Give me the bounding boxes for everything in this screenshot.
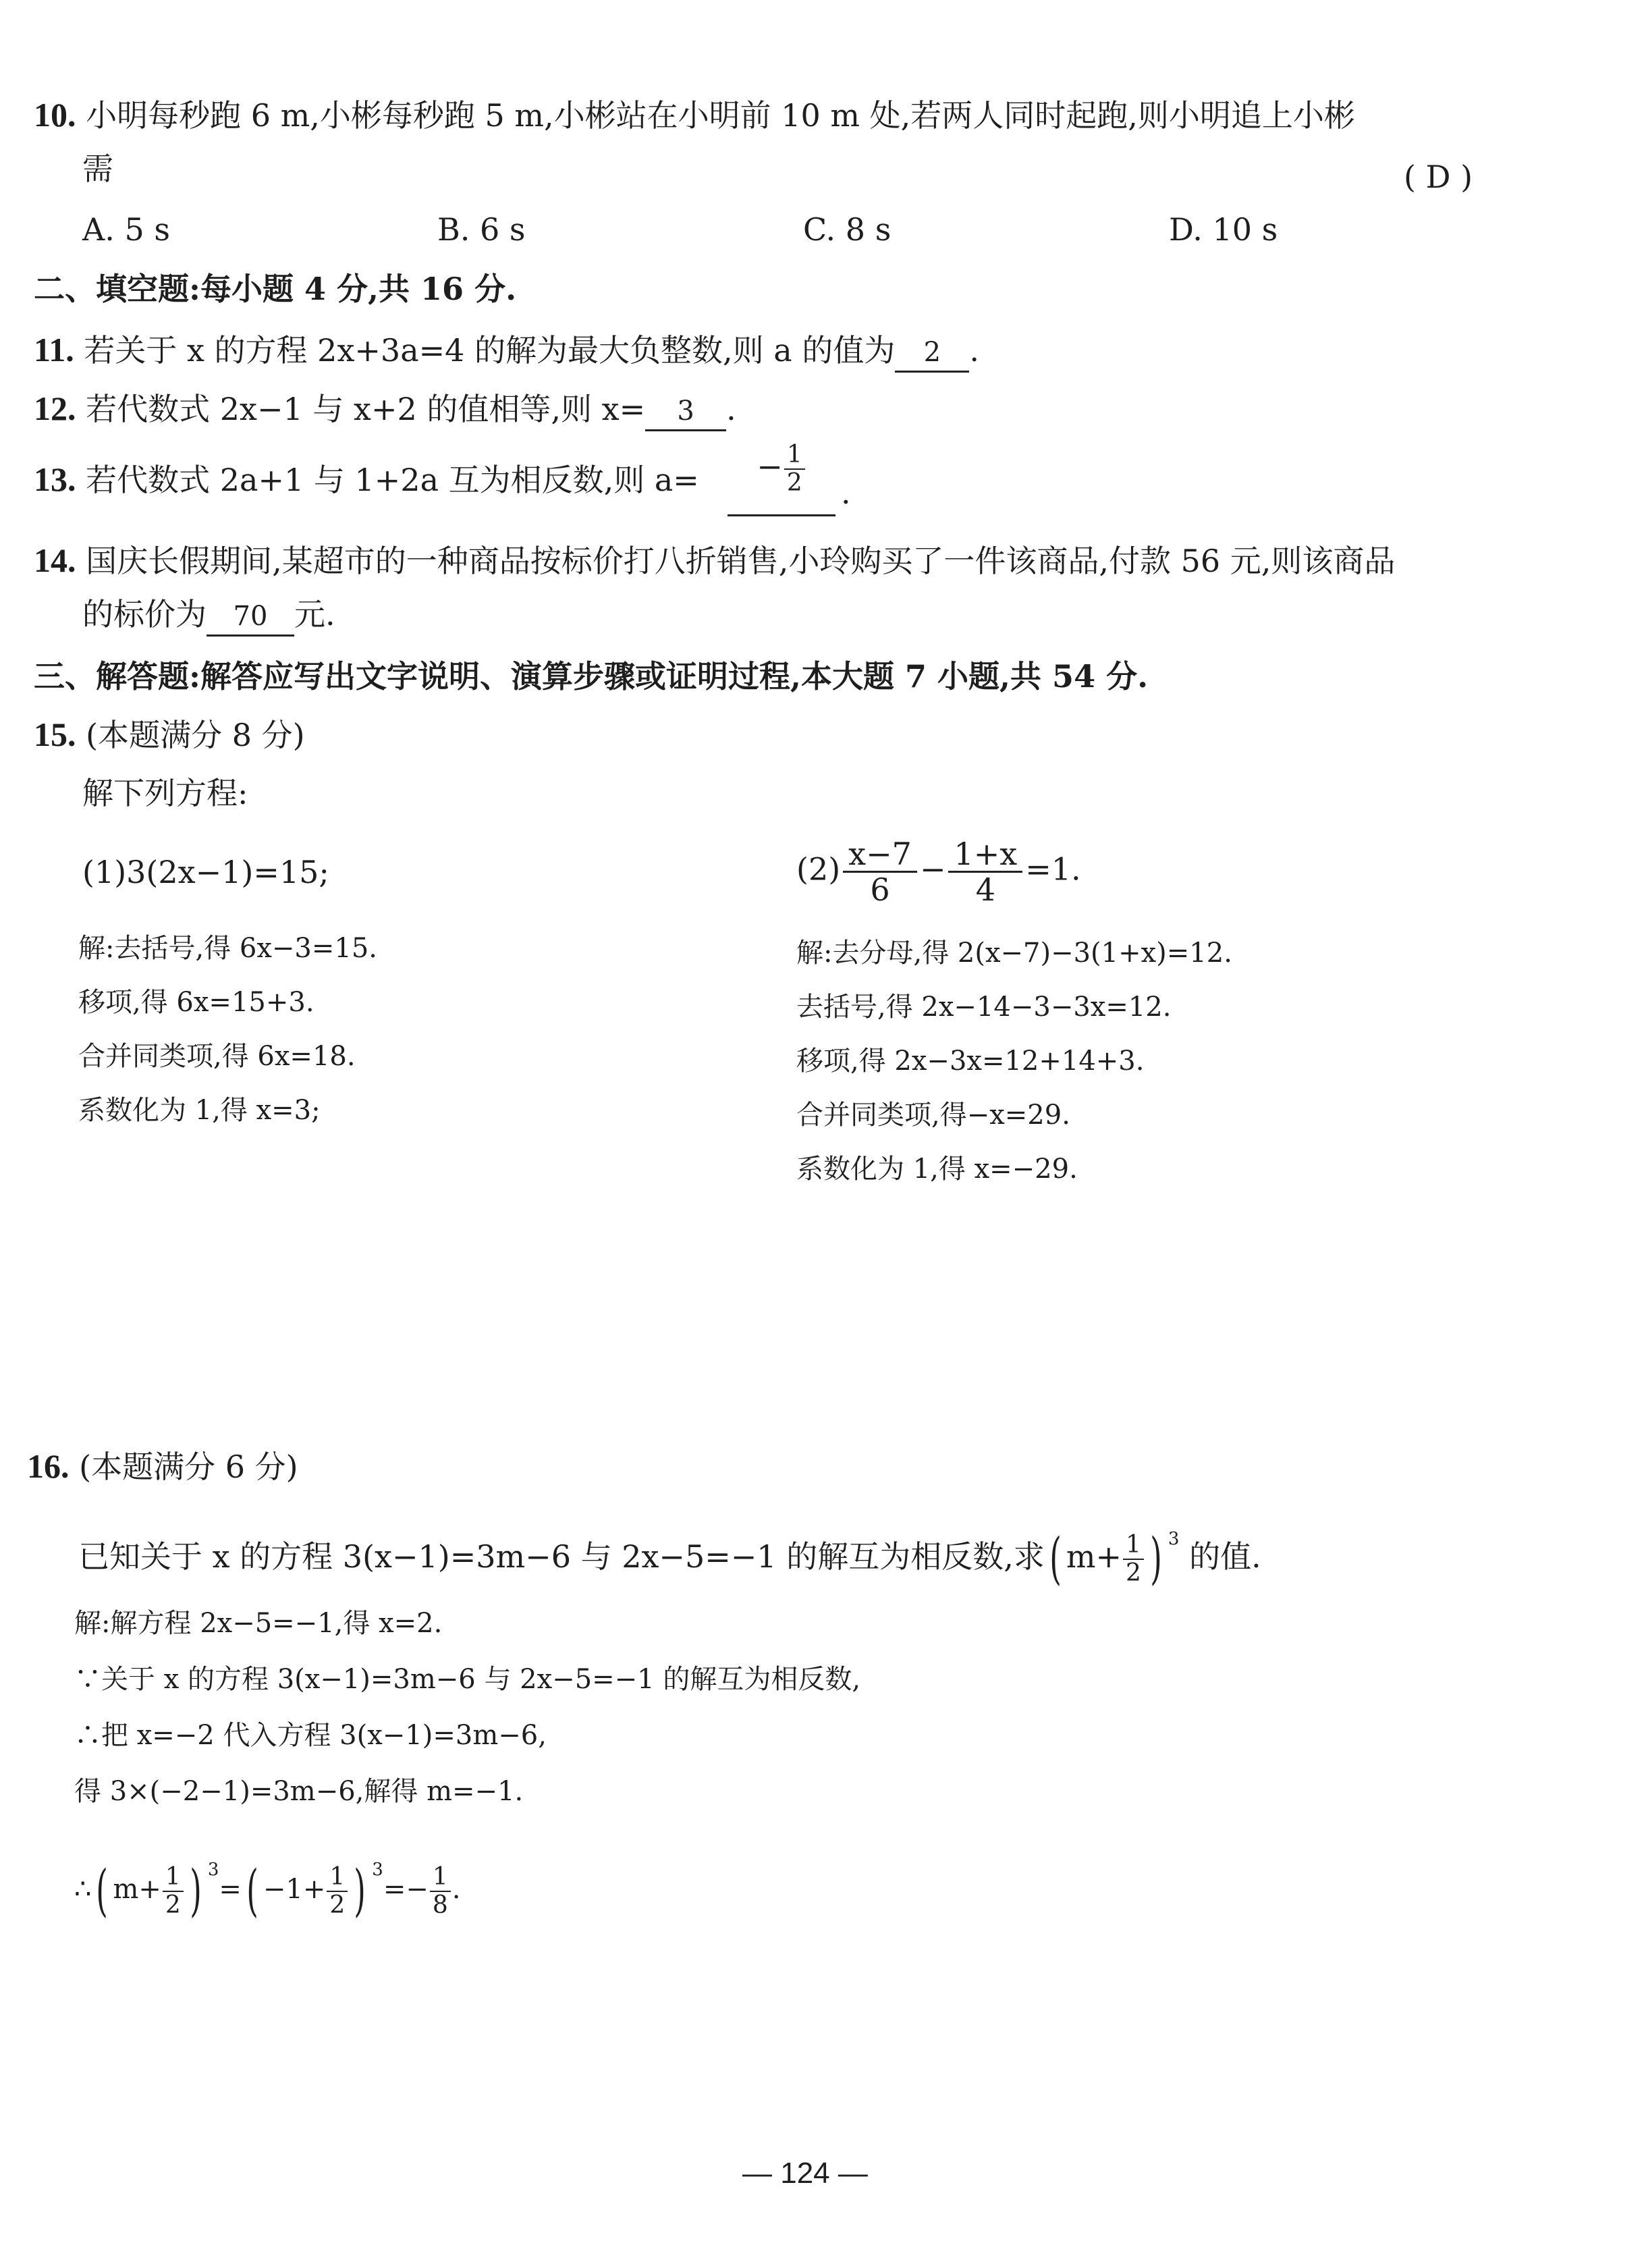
q15-sol1-line1: 解:去括号,得 6x−3=15. <box>78 933 378 964</box>
q16-sol-line2: ∵关于 x 的方程 3(x−1)=3m−6 与 2x−5=−1 的解互为相反数, <box>74 1664 861 1695</box>
q14-line2 <box>82 594 335 637</box>
q15-part2 <box>796 837 1081 907</box>
q16-prompt-half-numerator: 1 <box>1123 1532 1144 1560</box>
q15-frac2-denominator: 4 <box>975 871 995 908</box>
q15-part2-rhs: =1. <box>1025 850 1081 888</box>
q15-sol1-line2: 移项,得 6x=15+3. <box>78 987 314 1018</box>
q15-sol1-line3: 合并同类项,得 6x=18. <box>78 1041 356 1072</box>
q16-prompt-exponent: 3 <box>1168 1529 1180 1549</box>
q12 <box>34 388 736 431</box>
q15-sol2-line2: 去括号,得 2x−14−3−3x=12. <box>796 992 1172 1023</box>
q13-end: . <box>841 475 851 511</box>
q14-text-after: 元. <box>294 596 335 632</box>
q15-sol2-line5: 系数化为 1,得 x=−29. <box>796 1154 1078 1185</box>
q13-number: 13. <box>34 460 76 498</box>
q13-answer-sign: − <box>757 448 783 485</box>
q16-final: ∴( m+ $\frac{1}{2}$ ) $^3$=( −1+ $\frac{1}{2}$ ) $^3$=− $\frac{1}{8}$ . <box>74 1859 461 1923</box>
q10-text-line1: 小明每秒跑 6 m,小彬每秒跑 5 m,小彬站在小明前 10 m 处,若两人同时起跑,则小明追上小彬 <box>86 97 1355 134</box>
q16-sol-line4: 得 3×(−2−1)=3m−6,解得 m=−1. <box>74 1776 524 1807</box>
q16-header <box>27 1446 298 1487</box>
q16-prompt-half-denominator: 2 <box>1126 1559 1141 1587</box>
q16-final-eq1: = <box>219 1874 242 1905</box>
q15-sol2-line4: 合并同类项,得−x=29. <box>796 1100 1070 1131</box>
q13 <box>34 459 699 500</box>
q16-prompt-after: 的值. <box>1189 1538 1261 1575</box>
q15-frac1-denominator: 6 <box>870 871 890 908</box>
q14-answer: 70 <box>207 598 294 637</box>
section2-title: 二、填空题:每小题 4 分,共 16 分. <box>34 271 517 307</box>
q10-option-d: D. 10 s <box>1169 211 1278 248</box>
q16-final-numerator: 1 <box>430 1864 451 1892</box>
q15-part2-minus: − <box>919 850 946 888</box>
q16-final-eq2: =− <box>383 1874 429 1905</box>
q15-part1: (1)3(2x−1)=15; <box>82 854 329 890</box>
q13-answer <box>728 441 835 516</box>
q16-prompt: 已知关于 x 的方程 3(x−1)=3m−6 与 2x−5=−1 的解互为相反数,求( m+ $\frac{1}{2}$ ) $^3$ 的值. <box>78 1527 1261 1591</box>
q16-score: (本题满分 6 分) <box>79 1449 298 1485</box>
q11-text: 若关于 x 的方程 2x+3a=4 的解为最大负整数,则 a 的值为 <box>84 332 896 369</box>
q14-text-line1: 国庆长假期间,某超市的一种商品按标价打八折销售,小玲购买了一件该商品,付款 56 元,则该商品 <box>86 543 1396 579</box>
q15-number: 15. <box>34 716 76 753</box>
q15-header <box>34 714 305 755</box>
q16-final-m: m+ <box>113 1874 161 1905</box>
q13-answer-numerator: 1 <box>784 441 805 470</box>
q16-prompt-text: 已知关于 x 的方程 3(x−1)=3m−6 与 2x−5=−1 的解互为相反数,求 <box>78 1538 1045 1575</box>
q10-answer-bracket: ( D ) <box>1404 159 1473 195</box>
page-number: — 124 — <box>742 2157 868 2190</box>
q16-final-denominator: 8 <box>432 1891 448 1919</box>
q11 <box>34 329 979 373</box>
q15-score: (本题满分 8 分) <box>86 717 305 753</box>
q14-line1 <box>34 540 1395 581</box>
q11-answer: 2 <box>895 334 969 373</box>
q16-final-therefore: ∴ <box>74 1874 92 1905</box>
q16-final-exp2: 3 <box>372 1860 383 1880</box>
q15-prompt: 解下列方程: <box>82 775 248 811</box>
q13-answer-denominator: 2 <box>786 469 802 497</box>
q15-sol2-line1: 解:去分母,得 2(x−7)−3(1+x)=12. <box>796 938 1232 969</box>
q16-number: 16. <box>27 1447 70 1485</box>
q10-number: 10. <box>34 96 76 134</box>
q16-final-half2-numerator: 1 <box>327 1864 348 1892</box>
q12-end: . <box>726 391 736 427</box>
q10-option-a: A. 5 s <box>82 211 170 248</box>
q16-final-exp1: 3 <box>207 1860 219 1880</box>
q10-option-b: B. 6 s <box>437 211 526 248</box>
q14-text-before: 的标价为 <box>82 596 207 632</box>
q15-frac1-numerator: x−7 <box>843 837 917 873</box>
q11-end: . <box>969 332 979 369</box>
section3-title: 三、解答题:解答应写出文字说明、演算步骤或证明过程,本大题 7 小题,共 54 分. <box>34 658 1149 695</box>
q16-final-half2-denominator: 2 <box>329 1891 346 1919</box>
q12-answer: 3 <box>645 393 726 431</box>
q11-number: 11. <box>34 331 74 369</box>
q10-text-line2: 需 <box>82 151 113 187</box>
q13-text: 若代数式 2a+1 与 1+2a 互为相反数,则 a= <box>86 462 699 498</box>
q14-number: 14. <box>34 541 76 579</box>
q15-part2-label: (2) <box>796 850 841 888</box>
q10-line1 <box>34 94 1355 136</box>
q16-prompt-m: m+ <box>1066 1538 1122 1575</box>
q15-sol2-line3: 移项,得 2x−3x=12+14+3. <box>796 1046 1145 1077</box>
q12-text: 若代数式 2x−1 与 x+2 的值相等,则 x= <box>86 391 646 427</box>
q16-final-end: . <box>451 1874 461 1905</box>
q16-final-half1-denominator: 2 <box>165 1891 181 1919</box>
q15-sol1-line4: 系数化为 1,得 x=3; <box>78 1095 321 1126</box>
q12-number: 12. <box>34 389 76 427</box>
q15-frac2-numerator: 1+x <box>948 837 1022 873</box>
q16-final-neg1: −1+ <box>263 1874 326 1905</box>
q10-option-c: C. 8 s <box>803 211 891 248</box>
q16-sol-line1: 解:解方程 2x−5=−1,得 x=2. <box>74 1608 443 1639</box>
q16-sol-line3: ∴把 x=−2 代入方程 3(x−1)=3m−6, <box>74 1720 547 1751</box>
q16-final-half1-numerator: 1 <box>163 1864 184 1892</box>
